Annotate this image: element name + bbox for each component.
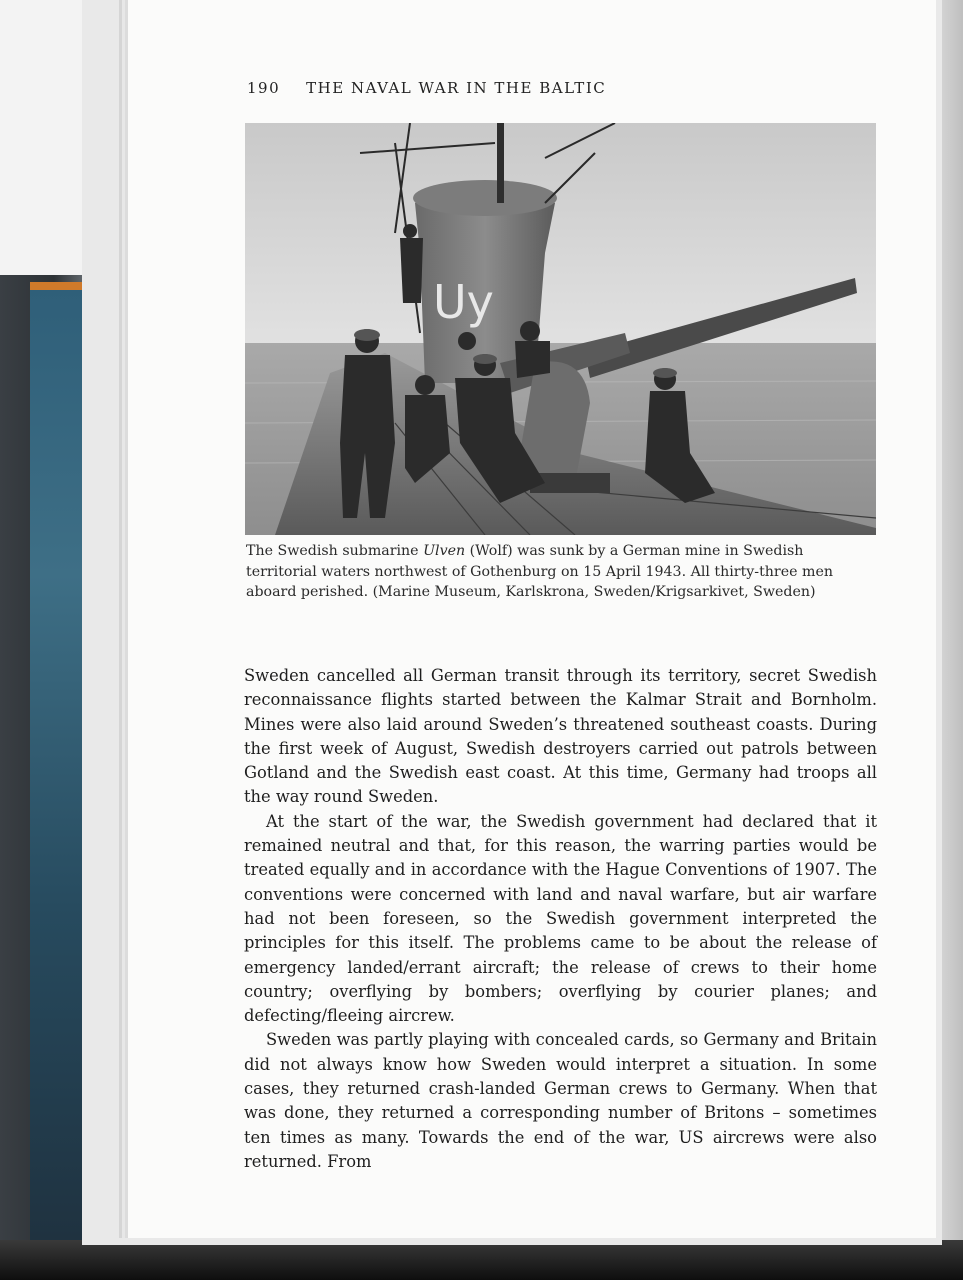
running-title: THE NAVAL WAR IN THE BALTIC — [306, 79, 607, 97]
body-paragraph-3: Sweden was partly playing with concealed cards, so Germany and Britain did not always know how Sweden would interpret a situation. In some cases, they returned crash-landed German crews to Germany. When that was done, they returned a corresponding number of Britons – sometimes ten times as many. Towards the end of the war, US aircrews were also returned. From — [244, 1030, 877, 1171]
book-page — [128, 0, 936, 1238]
caption-text-before: The Swedish submarine — [246, 543, 424, 559]
conning-tower-marking: Uy — [433, 275, 494, 329]
submarine-photo — [245, 123, 876, 535]
running-header — [247, 79, 606, 97]
body-text — [244, 664, 877, 1174]
caption-vessel-name: Ulven — [423, 543, 466, 559]
body-paragraph-1: Sweden cancelled all German transit through its territory, secret Swedish reconnaissance flights started between the Kalmar Strait and Bornholm. Mines were also laid around Sweden’s threatened southeast coasts. During the first week of August, Swedish destroyers carried out patrols between Gotland and the Swedish east coast. At this time, Germany had troops all the way round Sweden. — [244, 666, 877, 807]
page-number: 190 — [247, 79, 281, 97]
scanner-background-bottom — [0, 1240, 963, 1280]
caption-text-after: (Wolf) was sunk by a German mine in Swedish territorial waters northwest of Gothenburg on 15 April 1943. All thirty-three men aboard perished. (Marine Museum, Karlskrona, Sweden/Krigsarkivet, Sweden) — [246, 543, 833, 600]
body-paragraph-2: At the start of the war, the Swedish government had declared that it remained neutral and that, for this reason, the warring parties would be treated equally and in accordance with the Hague Conventions of 1907. The conventions were concerned with land and naval warfare, but air warfare had not been foreseen, so the Swedish government interpreted the principles for this itself. The problems came to be about the release of emergency landed/errant aircraft; the release of crews to their home country; overflying by bombers; overflying by courier planes; and defecting/fleeing aircrew. — [244, 811, 877, 1026]
photo-caption — [246, 541, 878, 603]
